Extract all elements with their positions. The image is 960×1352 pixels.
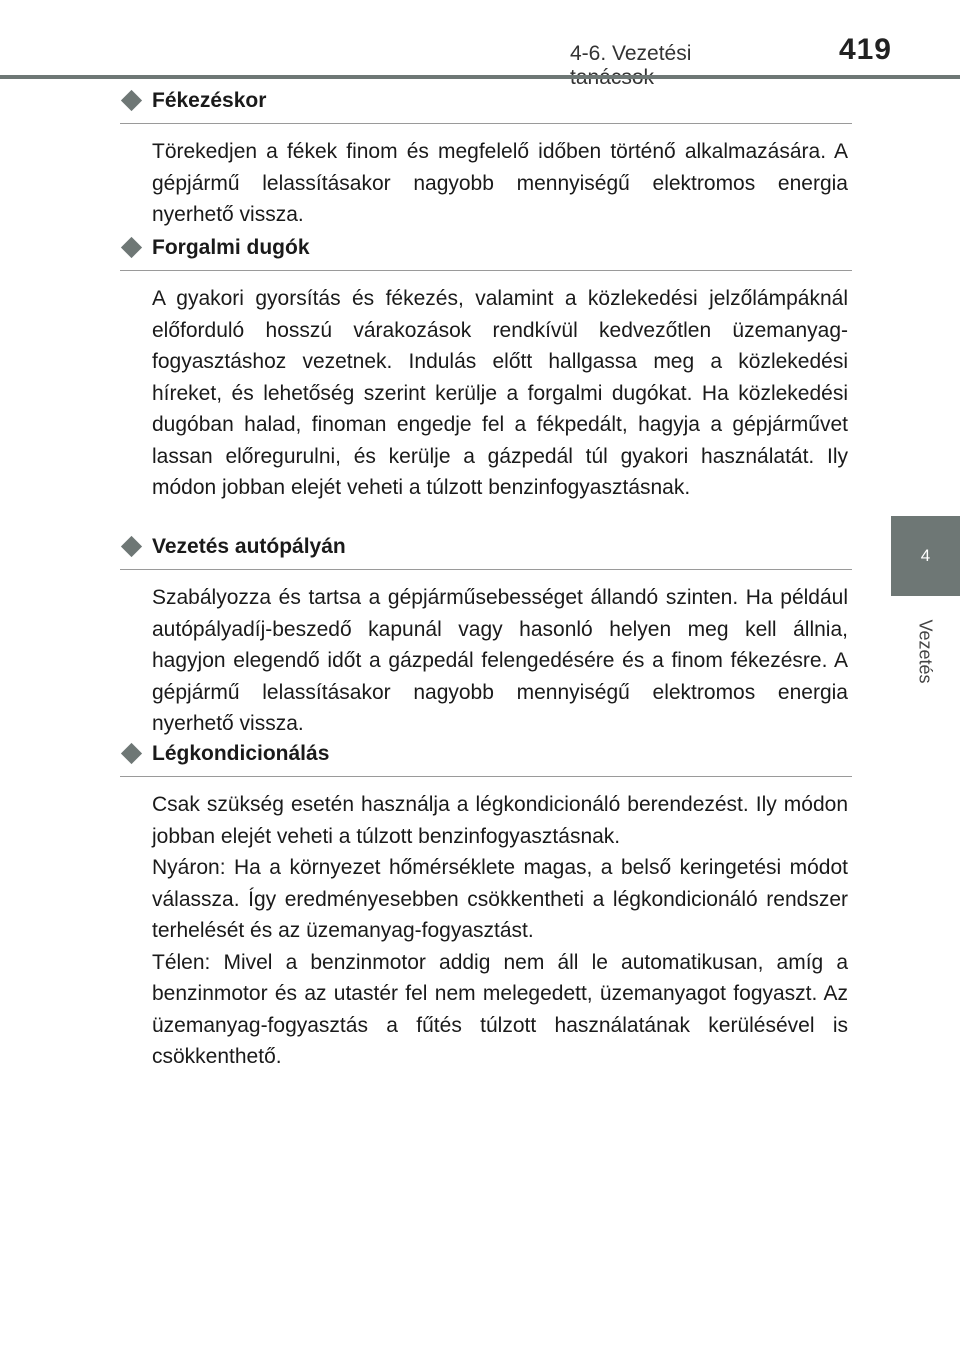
section-title: Vezetés autópályán bbox=[152, 535, 346, 558]
page-number: 419 bbox=[838, 33, 892, 66]
chapter-label-text: Vezetés bbox=[915, 618, 936, 684]
section-heading bbox=[120, 738, 852, 777]
header-section-title: 4-6. Vezetési bbox=[570, 42, 692, 65]
page-header bbox=[0, 0, 960, 80]
chapter-label bbox=[891, 596, 960, 706]
diamond-bullet-icon bbox=[121, 90, 142, 111]
diamond-bullet-icon bbox=[121, 237, 142, 258]
paragraph: Szabályozza és tartsa a gépjárműsebességet állandó szinten. Ha például autópályadíj-beszedő kapunál vagy hasonló helyen meg kell állnia, hagyjon elegendő időt a gázpedál felengedésére és a finom fékezésre. A gépjármű lelassításakor nagyobb mennyiségű elektromos energia nyerhető vissza. bbox=[152, 586, 848, 735]
section-title: Légkondicionálás bbox=[152, 742, 330, 765]
section-heading bbox=[120, 232, 852, 271]
paragraph: Nyáron: Ha a környezet hőmérséklete magas, a belső keringetési módot válassza. Így eredményesebben csökkentheti a légkondicionáló rendszer terhelését és az üzemanyag-fogyasztást. bbox=[152, 856, 848, 942]
section-title: Forgalmi dugók bbox=[152, 236, 310, 259]
header-rule bbox=[0, 75, 960, 79]
diamond-bullet-icon bbox=[121, 743, 142, 764]
paragraph: Télen: Mivel a benzinmotor addig nem áll le automatikusan, amíg a benzinmotor és az utastér fel nem melegedett, üzemanyagot fogyaszt. Az üzemanyag-fogyasztás a fűtés túlzott használatának kerülésével is csökkenthető. bbox=[152, 950, 848, 1068]
diamond-bullet-icon bbox=[121, 536, 142, 557]
paragraph: A gyakori gyorsítás és fékezés, valamint a közlekedési jelzőlámpáknál előforduló hosszú várakozások rendkívül kedvezőtlen üzemanyag-fogyasztáshoz vezetnek. Indulás előtt hallgassa meg a közlekedési híreket, és lehetőség szerint kerülje a forgalmi dugókat. Ha közlekedési dugóban halad, finoman engedje fel a fékpedált, hagyja a gépjárművet lassan előregurulni, és kerülje a gázpedál túl gyakori használatát. Ily módon jobban elejét veheti a túlzott benzinfogyasztásnak. bbox=[152, 287, 848, 499]
section-forgalmi-dugok bbox=[120, 232, 852, 504]
section-legkondicionalas bbox=[120, 738, 852, 1073]
section-title: Fékezéskor bbox=[152, 89, 267, 112]
paragraph: Csak szükség esetén használja a légkondicionáló berendezést. Ily módon jobban elejét veheti a túlzott benzinfogyasztásnak. bbox=[152, 793, 848, 848]
section-fekezeskor bbox=[120, 85, 852, 231]
section-vezetes-autopalyan bbox=[120, 531, 852, 740]
chapter-tab: 4 bbox=[891, 516, 960, 596]
paragraph: Törekedjen a fékek finom és megfelelő időben történő alkalmazására. A gépjármű lelassításakor nagyobb mennyiségű elektromos energia nyerhető vissza. bbox=[152, 140, 848, 226]
section-heading bbox=[120, 531, 852, 570]
section-heading bbox=[120, 85, 852, 124]
